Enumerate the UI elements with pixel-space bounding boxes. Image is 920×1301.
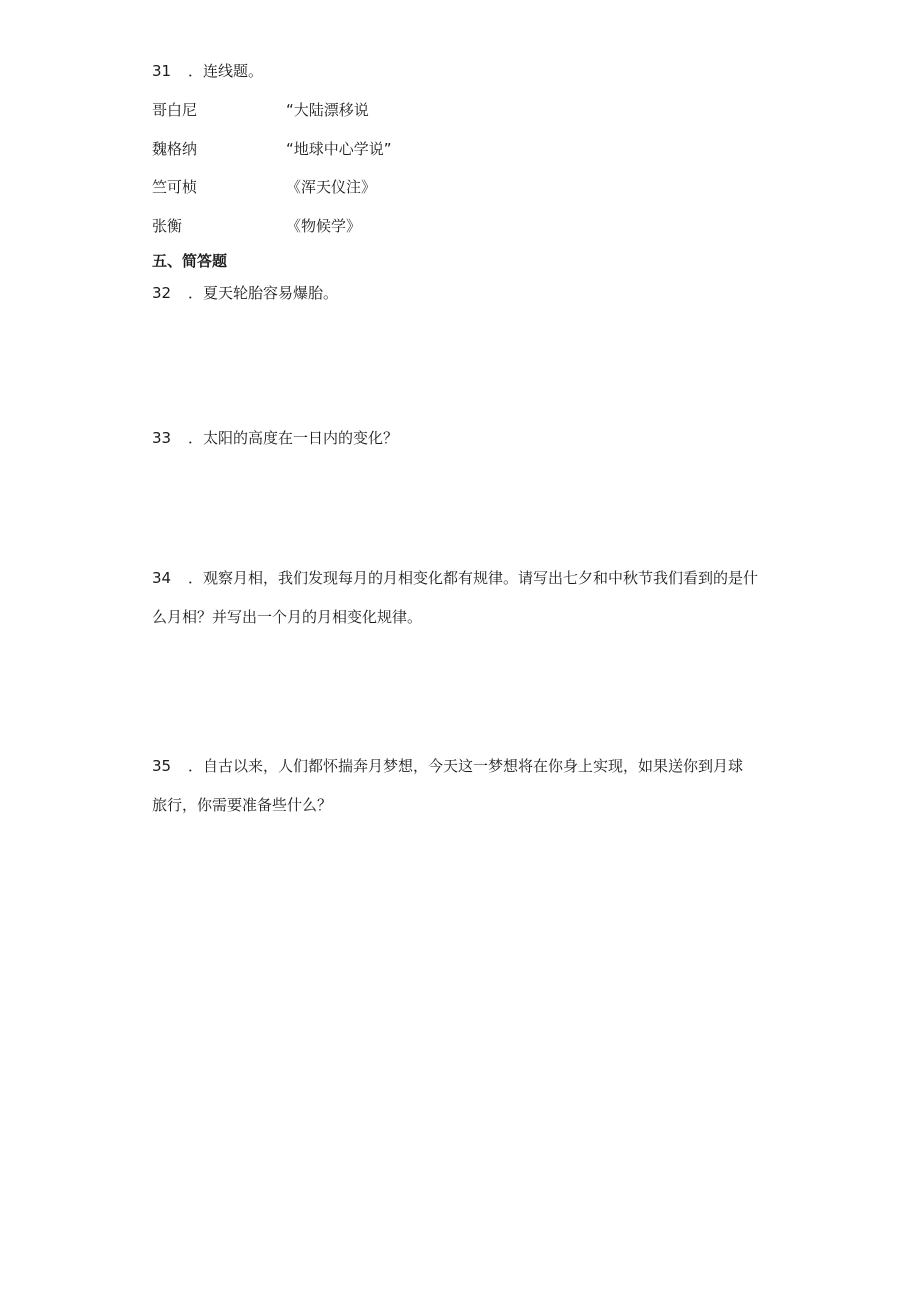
match-left-item-2: 魏格纳: [152, 140, 198, 158]
question-number: 35: [152, 757, 172, 775]
question-text: ．太阳的高度在一日内的变化？: [188, 429, 399, 447]
question-34: [152, 568, 758, 588]
question-text-line-1: ．自古以来，人们都怀揣奔月梦想，今天这一梦想将在你身上实现，如果送你到月球: [188, 757, 744, 775]
question-text: ．连线题。: [188, 62, 264, 80]
question-33: [152, 428, 398, 448]
question-text-line-1: ．观察月相，我们发现每月的月相变化都有规律。请写出七夕和中秋节我们看到的是什: [188, 569, 759, 587]
match-right-item-1: “大陆漂移说: [286, 101, 369, 119]
question-31: [152, 61, 263, 81]
match-left-item-4: 张衡: [152, 217, 183, 235]
match-left-item-3: 竺可桢: [152, 178, 198, 196]
question-32: [152, 283, 338, 303]
match-right-item-2: “地球中心学说”: [286, 140, 392, 158]
question-35: [152, 756, 743, 776]
question-34-line-2: 么月相？并写出一个月的月相变化规律。: [152, 608, 423, 626]
match-right-item-4: 《物候学》: [286, 217, 362, 235]
question-number: 34: [152, 569, 172, 587]
question-text: ．夏天轮胎容易爆胎。: [188, 284, 339, 302]
section-heading: 五、简答题: [152, 252, 228, 270]
match-left-item-1: 哥白尼: [152, 101, 198, 119]
match-right-item-3: 《浑天仪注》: [286, 178, 377, 196]
question-number: 32: [152, 284, 172, 302]
question-35-line-2: 旅行，你需要准备些什么？: [152, 796, 333, 814]
question-number: 33: [152, 429, 172, 447]
question-number: 31: [152, 62, 172, 80]
